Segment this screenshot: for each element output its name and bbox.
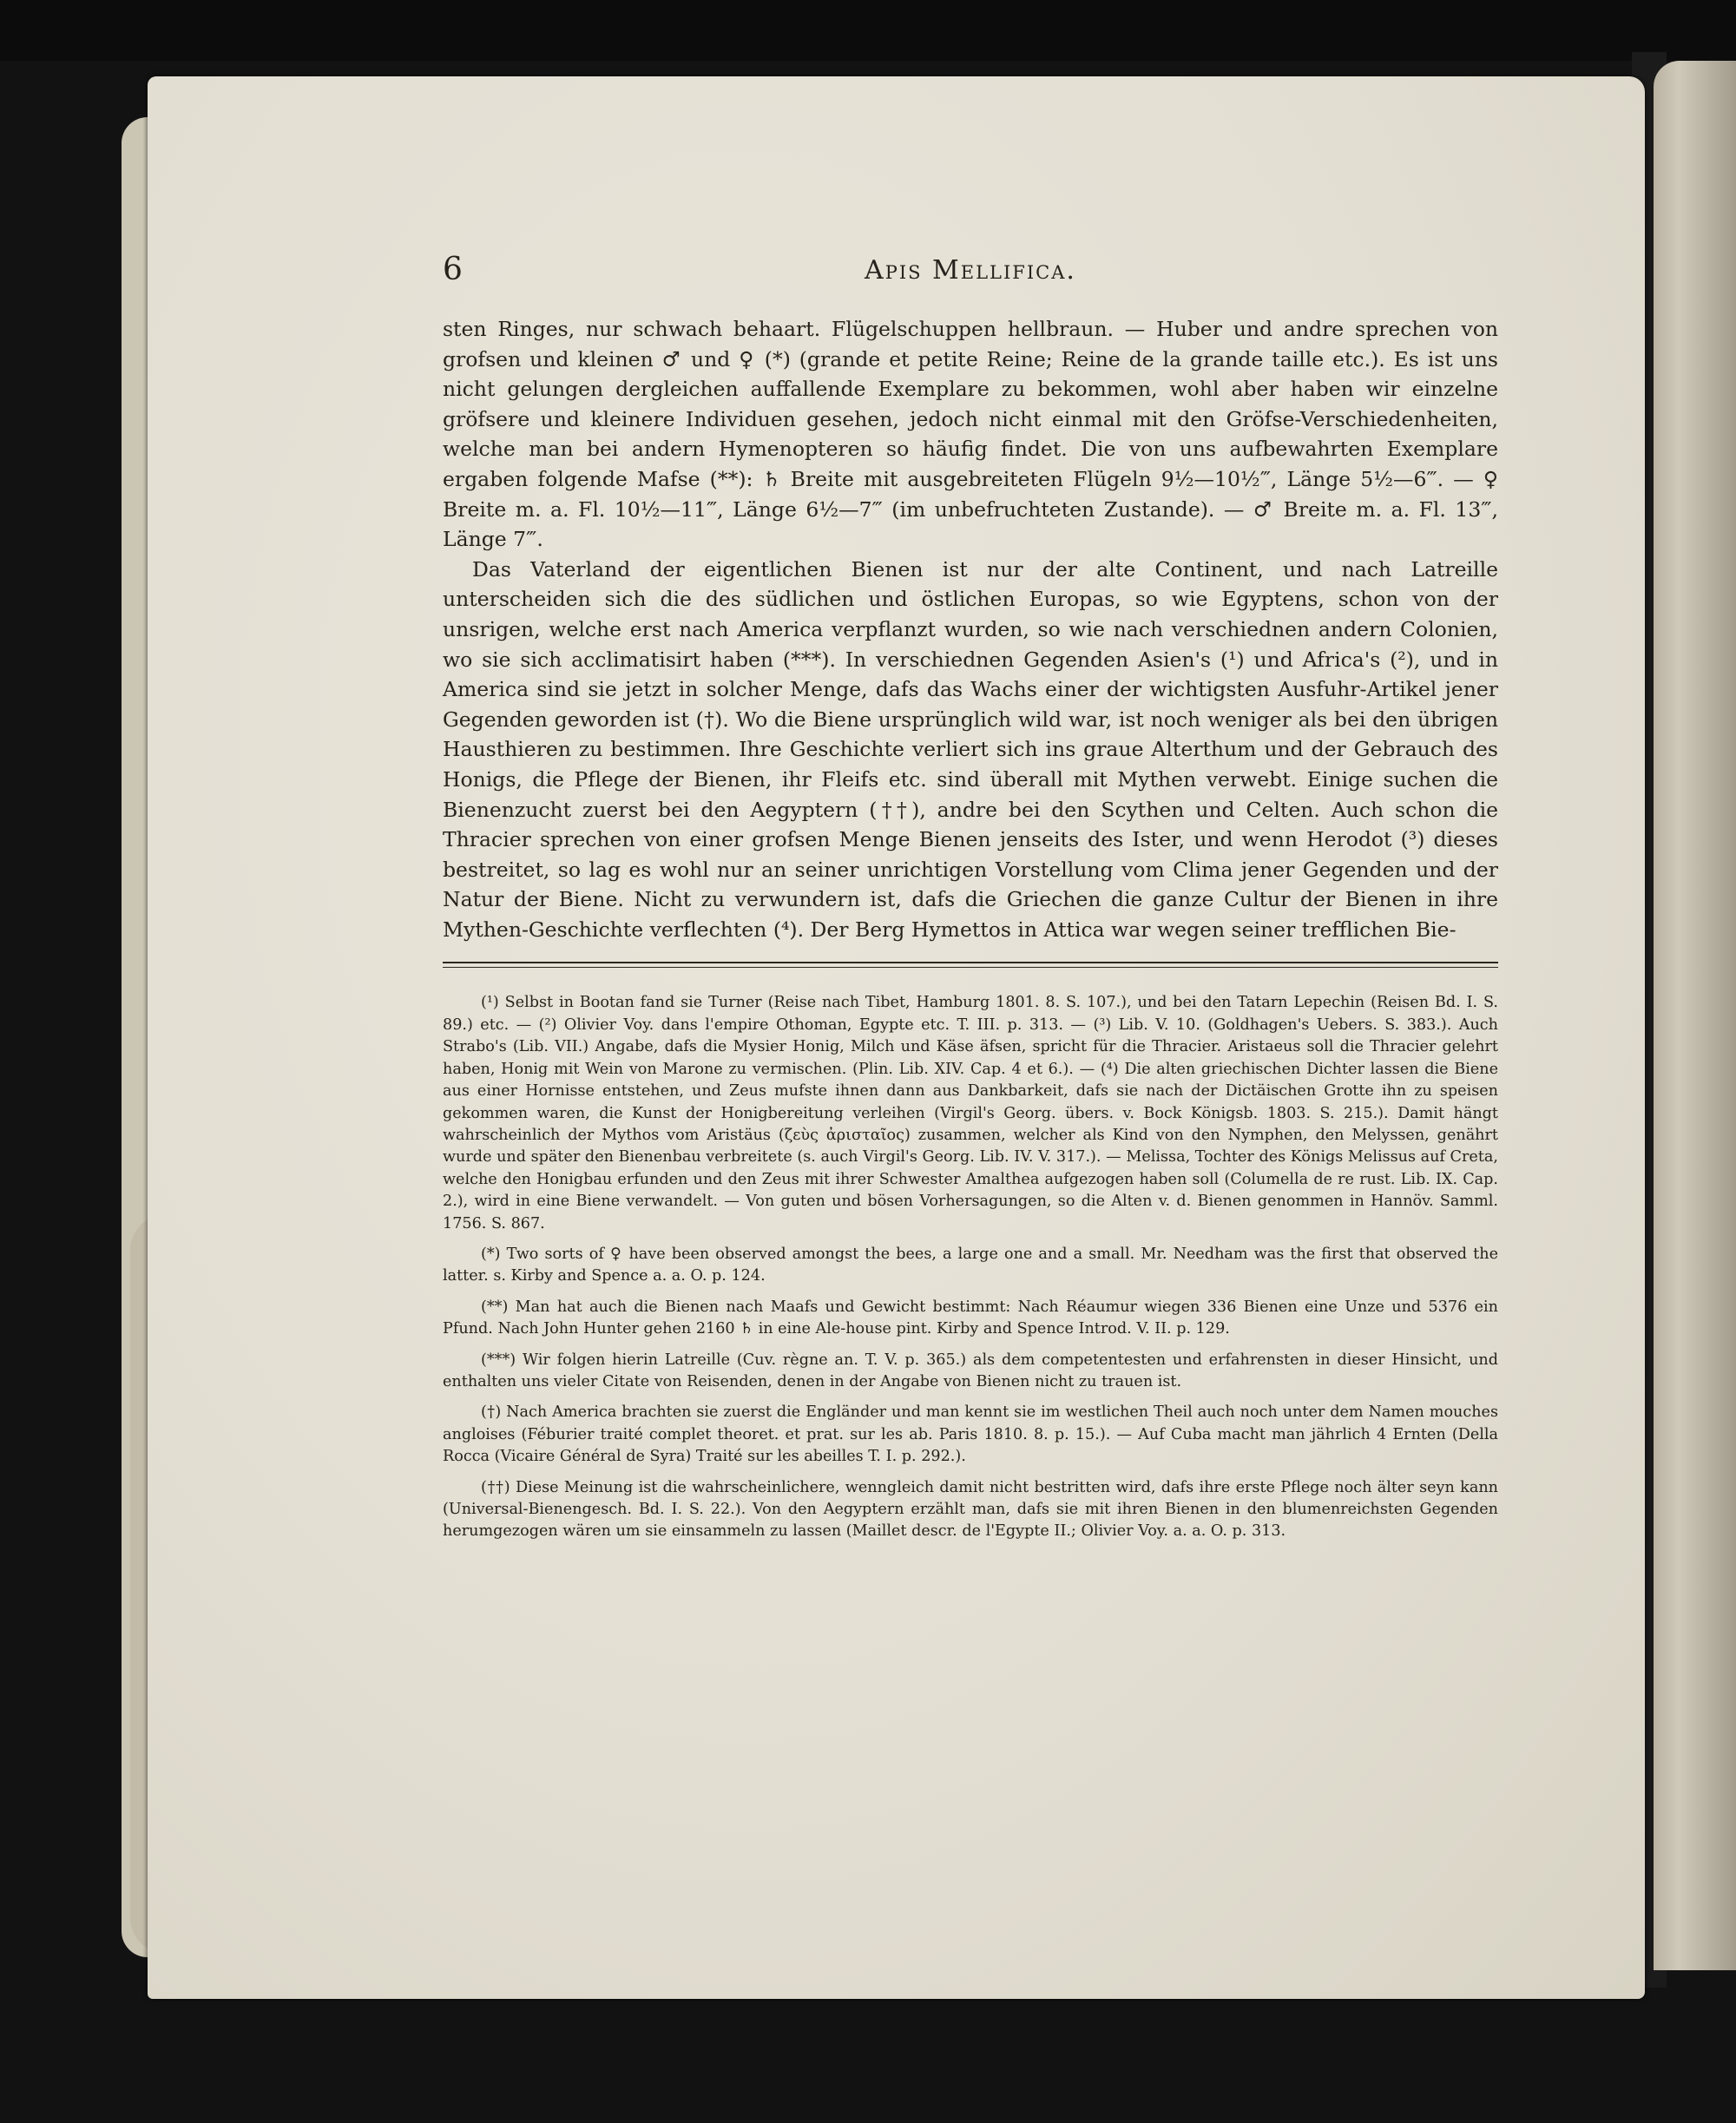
footnotes — [443, 992, 1498, 1542]
footnote: (***) Wir folgen hierin Latreille (Cuv. règne an. T. V. p. 365.) als dem competentesten und erfahrensten in dieser Hinsicht, und enthalten uns vieler Citate von Reisenden, denen in der Angabe von Bienen nicht zu trauen ist. — [443, 1351, 1498, 1390]
footnote: (¹) Selbst in Bootan fand sie Turner (Reise nach Tibet, Hamburg 1801. 8. S. 107.), und bei den Tatarn Lepechin (Reisen Bd. I. S. 89.) etc. — (²) Olivier Voy. dans l'empire Othoman, Egypte etc. T. III. p. 313. — (³) Lib. V. 10. (Goldhagen's Uebers. S. 383.). Auch Strabo's (Lib. VII.) Angabe, dafs die Mysier Honig, Milch und Käse äfsen, spricht für die Thracier. Aristaeus soll die Thracier gelehrt haben, Honig mit Wein von Marone zu vermischen. (Plin. Lib. XIV. Cap. 4 et 6.). — (⁴) Die alten griechischen Dichter lassen die Biene aus einer Hornisse entstehen, und Zeus mufste ihnen dann aus Dankbarkeit, dafs sie nach der Dictäischen Grotte ihn zu speisen gekommen waren, die Kunst der Honigbereitung verleihen (Virgil's Georg. übers. v. Bock Königsb. 1803. S. 215.). Damit hängt wahrscheinlich der Mythos vom Aristäus (ζεὺς ἀρισταῖος) zusammen, welcher als Kind von den Nymphen, den Melyssen, genährt wurde und später den Bienenbau verbreitete (s. auch Virgil's Georg. Lib. IV. V. 317.). — Melissa, Tochter des Königs Melissus auf Creta, welche den Honigbau erfunden und den Zeus mit ihrer Schwester Amalthea aufgezogen haben soll (Columella de re rust. Lib. IX. Cap. 2.), wird in eine Biene verwandelt. — Von guten und bösen Vorhersagungen, so die Alten v. d. Bienen genommen in Hannöv. Samml. 1756. S. 867. — [443, 994, 1498, 1232]
dark-background — [0, 0, 1736, 61]
footnote: (**) Man hat auch die Bienen nach Maafs und Gewicht bestimmt: Nach Réaumur wiegen 336 Bienen eine Unze und 5376 ein Pfund. Nach John Hunter gehen 2160 ♄ in eine Ale-house pint. Kirby and Spence Introd. V. II. p. 129. — [443, 1298, 1498, 1338]
running-title: Apis Mellifica. — [865, 255, 1076, 286]
main-text — [443, 314, 1498, 944]
footnote-divider — [443, 962, 1498, 968]
footnote: (††) Diese Meinung ist die wahrscheinlichere, wenngleich damit nicht bestritten wird, dafs ihre erste Pflege noch älter seyn kann (Universal-Bienengesch. Bd. I. S. 22.). Von den Aegyptern erzählt man, dafs sie mit ihren Bienen in den blumenreichsten Gegenden herumgezogen wären um sie einsammeln zu lassen (Maillet descr. de l'Egypte II.; Olivier Voy. a. a. O. p. 313. — [443, 1478, 1498, 1541]
footnote: (*) Two sorts of ♀ have been observed amongst the bees, a large one and a small. Mr. Needham was the first that observed the latter. s. Kirby and Spence a. a. O. p. 124. — [443, 1245, 1498, 1285]
page-number: 6 — [443, 252, 463, 287]
paragraph: sten Ringes, nur schwach behaart. Flügelschuppen hellbraun. — Huber und andre sprechen von grofsen und kleinen ♂ und ♀ (*) (grande et petite Reine; Reine de la grande taille etc.). Es ist uns nicht gelungen dergleichen auffallende Exemplare zu bekommen, wohl aber haben wir einzelne gröfsere und kleinere Individuen gesehen, jedoch nicht einmal mit den Gröfse-Verschiedenheiten, welche man bei andern Hymenopteren so häufig findet. Die von uns aufbewahrten Exemplare ergaben folgende Mafse (**): ♄ Breite mit ausgebreiteten Flügeln 9½—10½‴, Länge 5½—6‴. — ♀ Breite m. a. Fl. 10½—11‴, Länge 6½—7‴ (im unbefruchteten Zustande). — ♂ Breite m. a. Fl. 13‴, Länge 7‴. — [443, 317, 1498, 552]
footnote: (†) Nach America brachten sie zuerst die Engländer und man kennt sie im westlichen Theil auch noch unter dem Namen mouches angloises (Féburier traité complet theoret. et prat. sur les ab. Paris 1810. 8. p. 15.). — Auf Cuba macht man jährlich 4 Ernten (Della Rocca (Vicaire Général de Syra) Traité sur les abeilles T. I. p. 292.). — [443, 1403, 1498, 1466]
page-text — [443, 252, 1498, 1552]
paragraph: Das Vaterland der eigentlichen Bienen ist nur der alte Continent, und nach Latreille unterscheiden sich die des südlichen und östlichen Europas, so wie Egyptens, schon von der unsrigen, welche erst nach America verpflanzt wurden, so wie nach verschiednen andern Colonien, wo sie sich acclimatisirt haben (***). In verschiednen Gegenden Asien's (¹) und Africa's (²), und in America sind sie jetzt in solcher Menge, dafs das Wachs einer der wichtigsten Ausfuhr-Artikel jener Gegenden geworden ist (†). Wo die Biene ursprünglich wild war, ist noch weniger als bei den übrigen Hausthieren zu bestimmen. Ihre Geschichte verliert sich ins graue Alterthum und der Gebrauch des Honigs, die Pflege der Bienen, ihr Fleifs etc. sind überall mit Mythen verwebt. Einige suchen die Bienenzucht zuerst bei den Aegyptern (††), andre bei den Scythen und Celten. Auch schon die Thracier sprechen von einer grofsen Menge Bienen jenseits des Ister, und wenn Herodot (³) dieses bestreitet, so lag es wohl nur an seiner unrichtigen Vorstellung vom Clima jener Gegenden und der Natur der Biene. Nicht zu verwundern ist, dafs die Griechen die ganze Cultur der Bienen in ihre Mythen-Geschichte verflechten (⁴). Der Berg Hymettos in Attica war wegen seiner trefflichen Bie- — [443, 556, 1498, 942]
page-header — [443, 252, 1498, 293]
adjacent-page-edge — [1654, 61, 1736, 1970]
